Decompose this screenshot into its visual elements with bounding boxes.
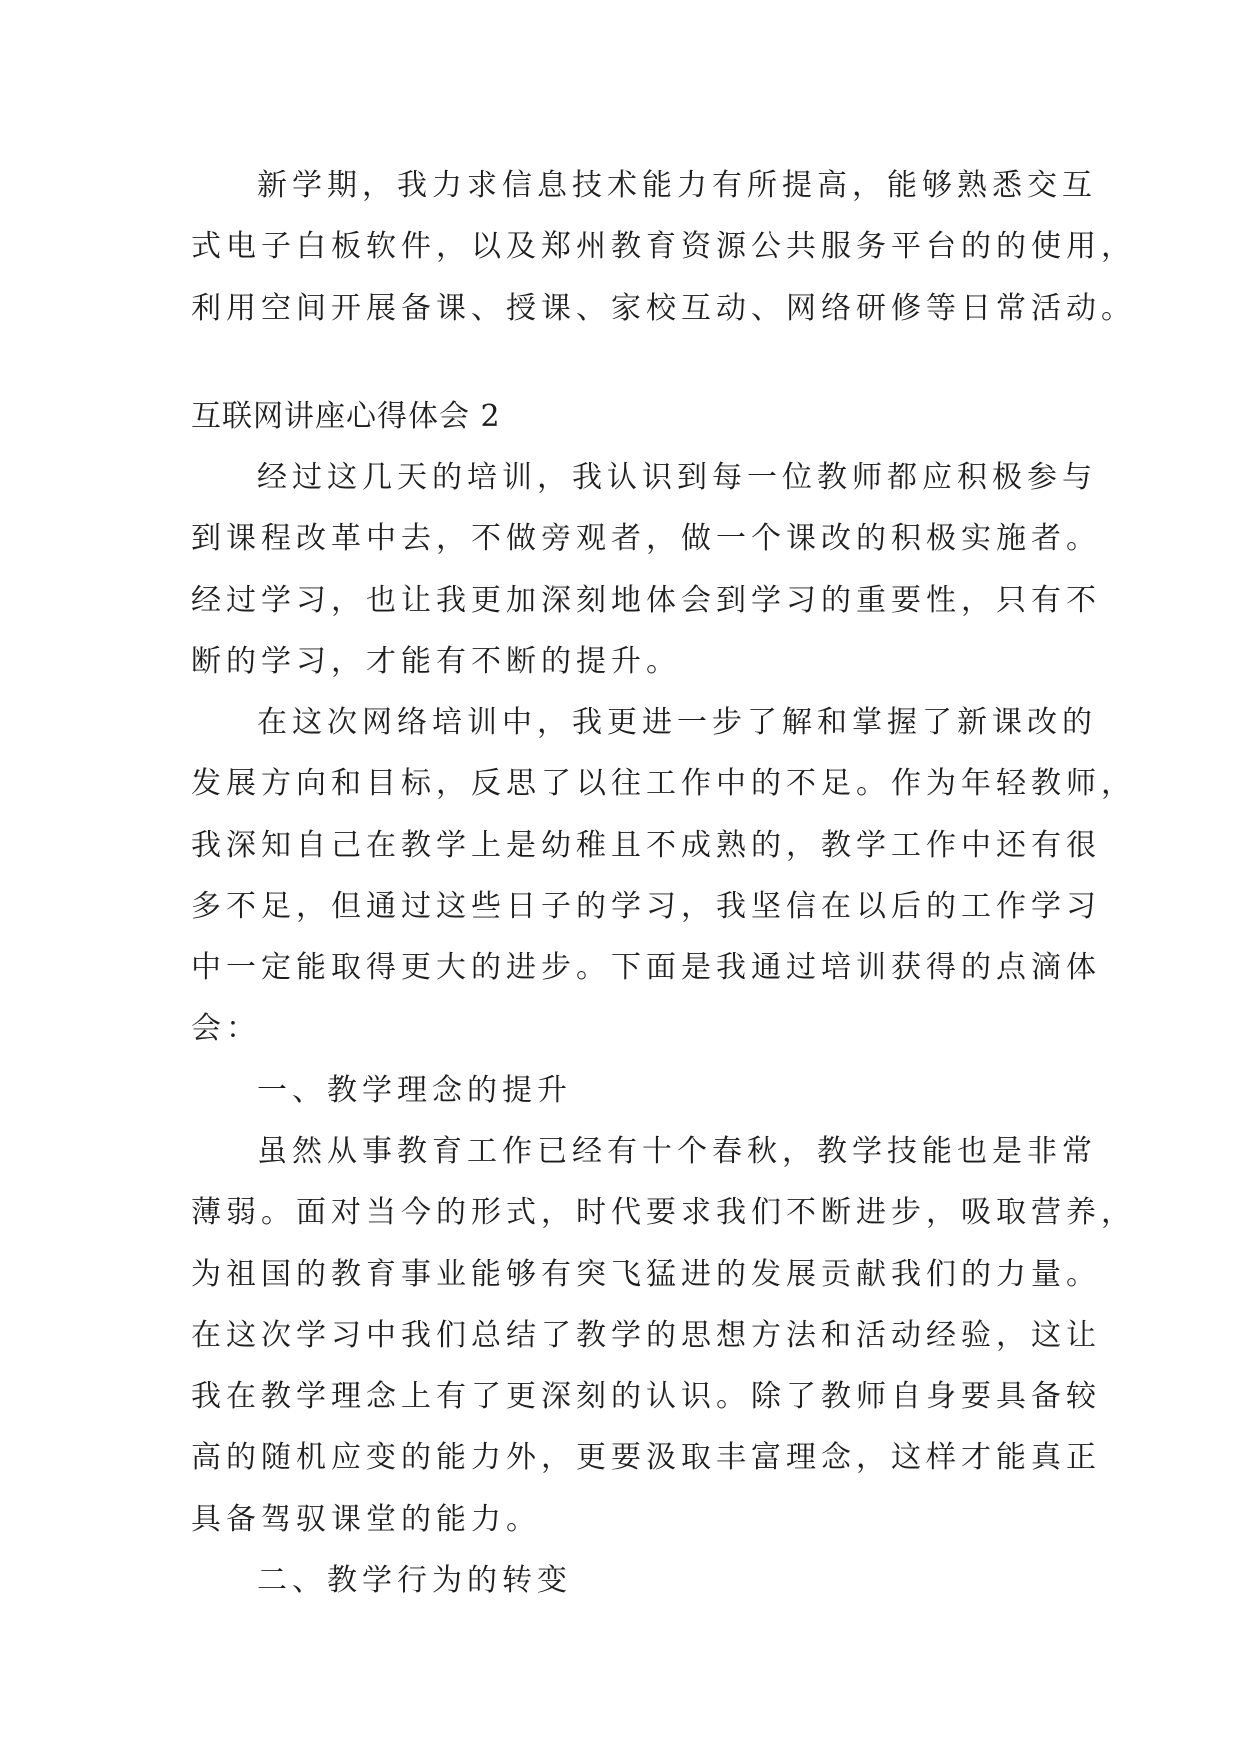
paragraph-line: 我深知自己在教学上是幼稚且不成熟的，教学工作中还有很 bbox=[191, 827, 1101, 863]
section-heading-1 bbox=[191, 1060, 1051, 1121]
paragraph-line: 具备驾驭课堂的能力。 bbox=[191, 1501, 541, 1537]
paragraph-line: 到课程改革中去，不做旁观者，做一个课改的积极实施者。 bbox=[191, 521, 1101, 557]
paragraph-4 bbox=[191, 1121, 1136, 1550]
paragraph-line: 发展方向和目标，反思了以往工作中的不足。作为年轻教师， bbox=[191, 766, 1136, 802]
paragraph-line: 在这次网络培训中，我更进一步了解和掌握了新课改的 bbox=[257, 705, 1097, 740]
paragraph-1 bbox=[191, 155, 1136, 339]
paragraph-line: 虽然从事教育工作已经有十个春秋，教学技能也是非常 bbox=[257, 1134, 1097, 1169]
section-title bbox=[191, 386, 1051, 447]
paragraph-line: 经过这几天的培训，我认识到每一位教师都应积极参与 bbox=[257, 460, 1097, 495]
paragraph-line: 式电子白板软件，以及郑州教育资源公共服务平台的的使用， bbox=[191, 229, 1136, 265]
paragraph-line: 利用空间开展备课、授课、家校互动、网络研修等日常活动。 bbox=[191, 290, 1136, 326]
paragraph-line: 断的学习，才能有不断的提升。 bbox=[191, 643, 681, 679]
paragraph-line: 为祖国的教育事业能够有突飞猛进的发展贡献我们的力量。 bbox=[191, 1256, 1101, 1292]
paragraph-line: 多不足，但通过这些日子的学习，我坚信在以后的工作学习 bbox=[191, 888, 1101, 924]
heading-line: 一、教学理念的提升 bbox=[257, 1073, 572, 1108]
paragraph-3 bbox=[191, 692, 1136, 1060]
paragraph-line: 中一定能取得更大的进步。下面是我通过培训获得的点滴体 bbox=[191, 950, 1101, 986]
paragraph-2 bbox=[191, 447, 1101, 692]
paragraph-line: 经过学习，也让我更加深刻地体会到学习的重要性，只有不 bbox=[191, 582, 1101, 618]
section-heading-2 bbox=[191, 1550, 1051, 1611]
paragraph-line: 在这次学习中我们总结了教学的思想方法和活动经验，这让 bbox=[191, 1317, 1101, 1353]
paragraph-line: 会： bbox=[191, 1011, 261, 1047]
paragraph-line: 高的随机应变的能力外，更要汲取丰富理念，这样才能真正 bbox=[191, 1440, 1101, 1476]
paragraph-line: 新学期，我力求信息技术能力有所提高，能够熟悉交互 bbox=[257, 168, 1097, 203]
title-line: 互联网讲座心得体会 2 bbox=[191, 399, 501, 434]
heading-line: 二、教学行为的转变 bbox=[257, 1563, 572, 1598]
paragraph-line: 我在教学理念上有了更深刻的认识。除了教师自身要具备较 bbox=[191, 1379, 1101, 1415]
paragraph-line: 薄弱。面对当今的形式，时代要求我们不断进步，吸取营养， bbox=[191, 1195, 1136, 1231]
